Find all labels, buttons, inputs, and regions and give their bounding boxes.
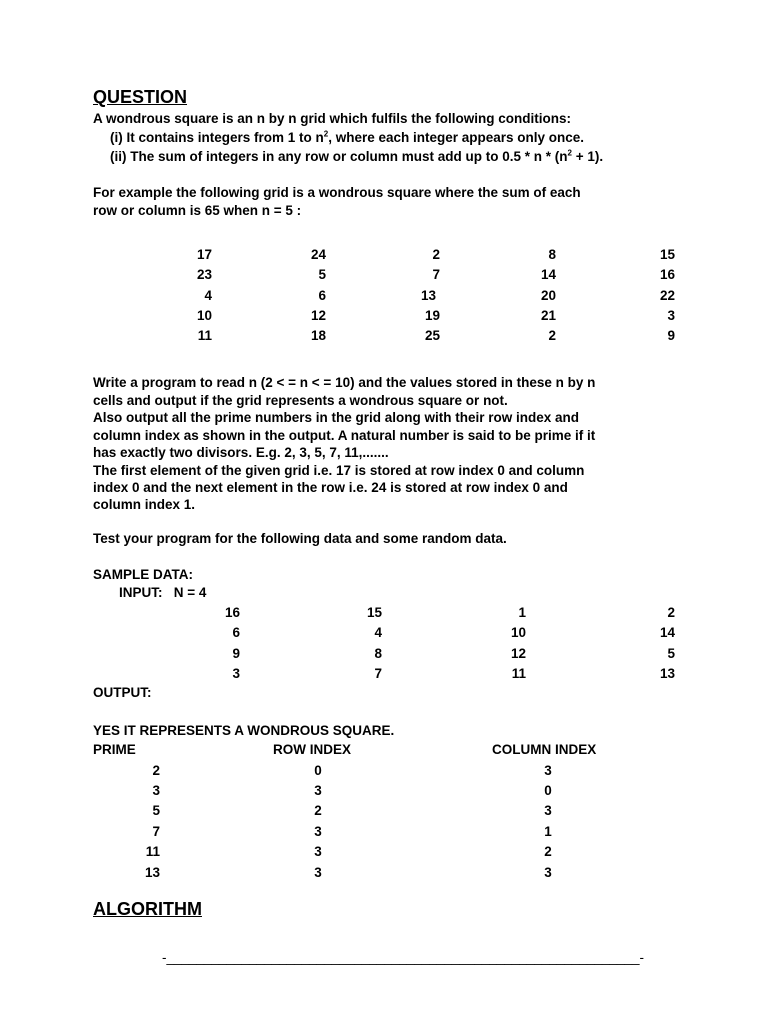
- grid-cell: 11: [197, 328, 212, 343]
- condition-2: [110, 149, 603, 164]
- sample-cell: 13: [659, 666, 675, 681]
- row-index-value: 3: [314, 824, 322, 839]
- paragraph-line: index 0 and the next element in the row i.e. 24 is stored at row index 0 and: [93, 480, 568, 495]
- grid-cell: 18: [310, 328, 326, 343]
- condition-1: [110, 130, 584, 145]
- grid-cell: 4: [204, 288, 212, 303]
- grid-cell: 17: [196, 247, 212, 262]
- grid-cell: 23: [196, 267, 212, 282]
- grid-cell: 21: [540, 308, 556, 323]
- paragraph-line: cells and output if the grid represents a wondrous square or not.: [93, 393, 508, 408]
- paragraph-line: has exactly two divisors. E.g. 2, 3, 5, 7, 11,.......: [93, 445, 389, 460]
- blank-rule-line: -_______________________________________________________________-: [162, 950, 644, 965]
- condition-1-text-end: , where each integer appears only once.: [328, 130, 585, 145]
- row-index-value: 0: [314, 763, 322, 778]
- example-line-1: For example the following grid is a wondrous square where the sum of each: [93, 185, 581, 200]
- grid-cell: 2: [548, 328, 556, 343]
- algorithm-heading: ALGORITHM: [93, 899, 202, 919]
- column-index-value: 0: [544, 783, 552, 798]
- condition-1-text: (i) It contains integers from 1 to n: [110, 130, 324, 145]
- prime-value: 5: [152, 803, 160, 818]
- column-index-value: 2: [544, 844, 552, 859]
- paragraph-line: Write a program to read n (2 < = n < = 10) and the values stored in these n by n: [93, 375, 596, 390]
- sample-cell: 6: [232, 625, 240, 640]
- grid-cell: 3: [667, 308, 675, 323]
- sample-cell: 2: [667, 605, 675, 620]
- sample-cell: 1: [518, 605, 526, 620]
- condition-2-text-end: + 1).: [572, 149, 604, 164]
- paragraph-line: column index 1.: [93, 497, 196, 512]
- grid-cell: 13: [420, 288, 436, 303]
- grid-cell: 9: [667, 328, 675, 343]
- paragraph-line: Also output all the prime numbers in the grid along with their row index and: [93, 410, 580, 425]
- grid-cell: 6: [318, 288, 326, 303]
- intro-line: A wondrous square is an n by n grid which fulfils the following conditions:: [93, 111, 572, 126]
- grid-cell: 20: [540, 288, 556, 303]
- condition-2-superscript: 2: [567, 148, 572, 158]
- sample-cell: 9: [232, 646, 240, 661]
- sample-cell: 16: [224, 605, 240, 620]
- column-index-value: 3: [544, 865, 552, 880]
- column-index-value: 3: [544, 803, 552, 818]
- prime-value: 11: [145, 844, 160, 859]
- prime-value: 2: [152, 763, 160, 778]
- prime-value: 7: [152, 824, 160, 839]
- grid-cell: 22: [659, 288, 675, 303]
- column-index-value: 1: [544, 824, 552, 839]
- sample-data-label: SAMPLE DATA:: [93, 567, 193, 582]
- output-label: OUTPUT:: [93, 685, 152, 700]
- sample-cell: 4: [374, 625, 382, 640]
- prime-column-header: PRIME: [93, 742, 136, 757]
- row-index-value: 2: [314, 803, 322, 818]
- condition-1-superscript: 2: [323, 129, 329, 139]
- sample-cell: 7: [374, 666, 382, 681]
- grid-cell: 7: [432, 267, 440, 282]
- grid-cell: 10: [196, 308, 212, 323]
- prime-value: 13: [144, 865, 160, 880]
- sample-cell: 5: [667, 646, 675, 661]
- paragraph-line: column index as shown in the output. A natural number is said to be prime if it: [93, 428, 596, 443]
- row-index-value: 3: [314, 844, 322, 859]
- paragraph-line: The first element of the given grid i.e. 17 is stored at row index 0 and column: [93, 463, 585, 478]
- output-result: YES IT REPRESENTS A WONDROUS SQUARE.: [93, 723, 395, 738]
- grid-cell: 25: [424, 328, 440, 343]
- sample-cell: 11: [511, 666, 526, 681]
- row-index-column-header: ROW INDEX: [273, 742, 352, 757]
- sample-cell: 3: [232, 666, 240, 681]
- grid-cell: 2: [432, 247, 440, 262]
- grid-cell: 12: [310, 308, 326, 323]
- grid-cell: 5: [318, 267, 326, 282]
- prime-value: 3: [152, 783, 160, 798]
- row-index-value: 3: [314, 783, 322, 798]
- sample-cell: 12: [510, 646, 526, 661]
- grid-cell: 15: [659, 247, 675, 262]
- sample-cell: 10: [510, 625, 526, 640]
- grid-cell: 14: [540, 267, 556, 282]
- grid-cell: 8: [548, 247, 556, 262]
- grid-cell: 24: [310, 247, 326, 262]
- column-index-column-header: COLUMN INDEX: [492, 742, 597, 757]
- sample-cell: 8: [374, 646, 382, 661]
- example-line-2: row or column is 65 when n = 5 :: [93, 203, 302, 218]
- grid-cell: 19: [424, 308, 440, 323]
- sample-cell: 14: [659, 625, 675, 640]
- test-line: Test your program for the following data and some random data.: [93, 531, 507, 546]
- input-label: INPUT: N = 4: [119, 585, 207, 600]
- sample-cell: 15: [366, 605, 382, 620]
- column-index-value: 3: [544, 763, 552, 778]
- question-heading: QUESTION: [93, 87, 188, 107]
- grid-cell: 16: [659, 267, 675, 282]
- condition-2-text: (ii) The sum of integers in any row or column must add up to 0.5 * n * (n: [110, 149, 568, 164]
- row-index-value: 3: [314, 865, 322, 880]
